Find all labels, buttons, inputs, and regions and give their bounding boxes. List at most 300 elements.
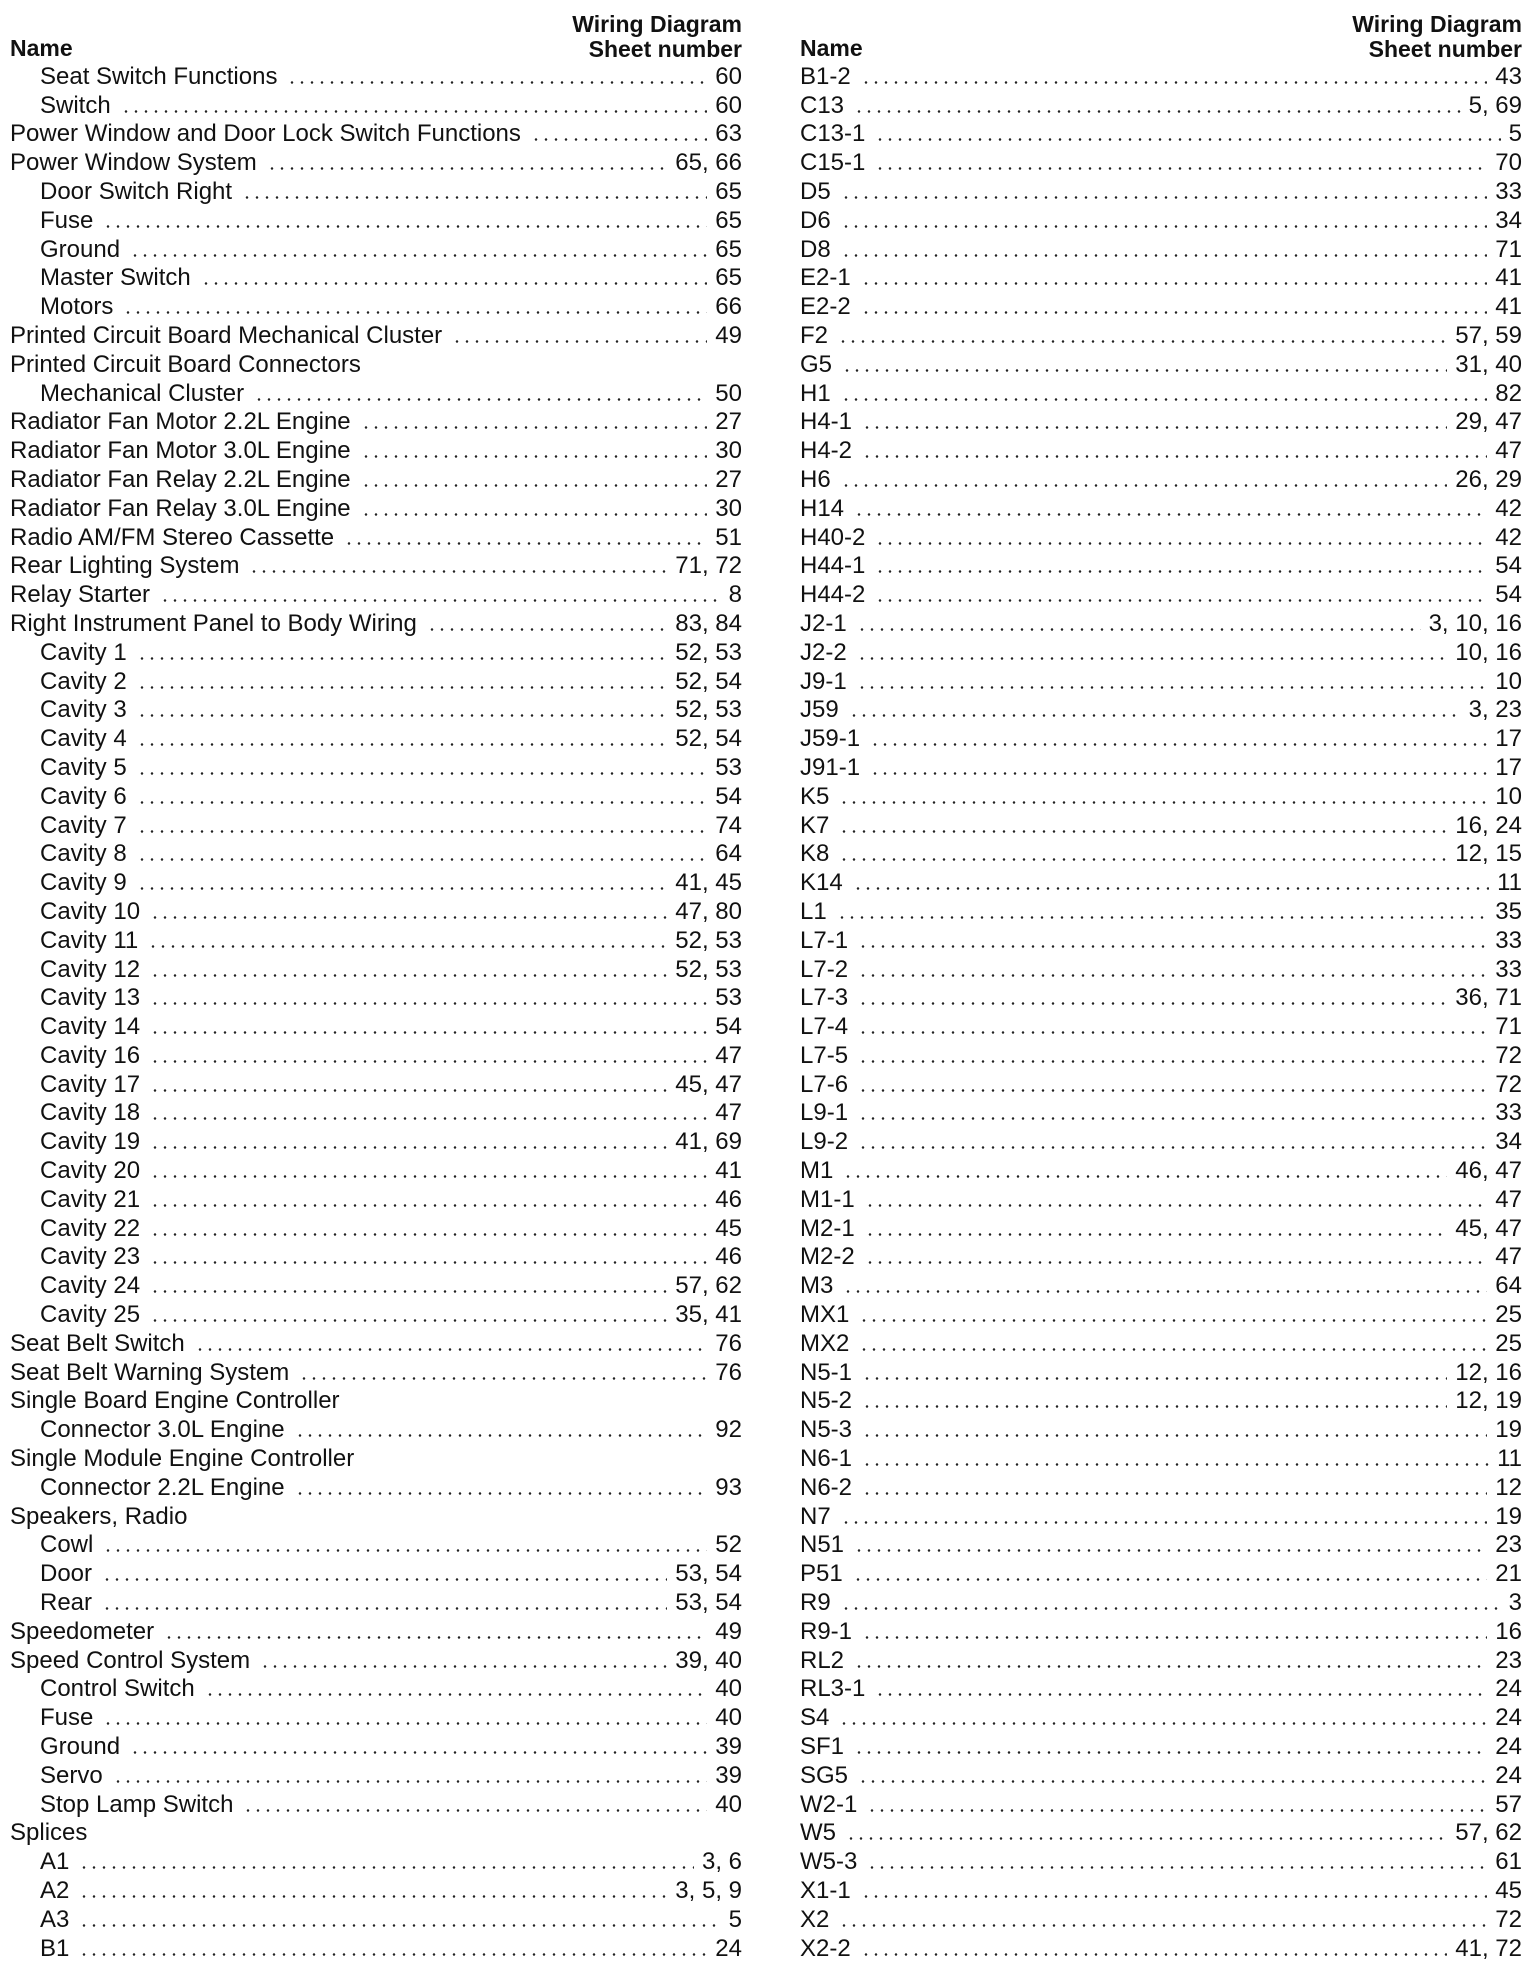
- dot-leader: [858, 1780, 1487, 1783]
- sheet-number: 54: [715, 782, 742, 810]
- sheet-number: 71: [1495, 235, 1522, 263]
- sheet-number: 50: [715, 379, 742, 407]
- sheet-number: 46: [715, 1185, 742, 1213]
- sheet-number: 40: [715, 1704, 742, 1732]
- index-entry: [800, 1156, 1522, 1185]
- entry-name: Cavity 9: [40, 869, 127, 897]
- entry-name: Master Switch: [40, 264, 191, 292]
- sheet-number: 33: [1495, 1099, 1522, 1127]
- index-entry: [10, 523, 742, 552]
- sheet-number: 23: [1495, 1531, 1522, 1559]
- sheet-number: 12: [1495, 1473, 1522, 1501]
- sheet-number: 64: [1495, 1272, 1522, 1300]
- index-entry: [800, 1703, 1522, 1732]
- dot-leader: [150, 1233, 707, 1236]
- sheet-number: 41, 45: [675, 869, 742, 897]
- entry-name: Cavity 22: [40, 1214, 141, 1242]
- entry-name: W2-1: [800, 1790, 858, 1818]
- dot-leader: [854, 1665, 1487, 1668]
- index-entry: [800, 1099, 1522, 1128]
- sheet-number: 24: [1495, 1704, 1522, 1732]
- index-entry: [10, 1329, 742, 1358]
- entry-name: Seat Belt Switch: [10, 1329, 185, 1357]
- dot-leader: [841, 398, 1488, 401]
- index-entry: [10, 1761, 742, 1790]
- index-entry: [800, 1876, 1522, 1905]
- entry-name: Speedometer: [10, 1617, 155, 1645]
- dot-leader: [531, 138, 707, 141]
- sheet-number: 47: [1495, 1185, 1522, 1213]
- name-header: Name: [800, 35, 863, 61]
- entry-name: Door: [40, 1560, 93, 1588]
- entry-name: Right Instrument Panel to Body Wiring: [10, 609, 417, 637]
- index-entry: [800, 926, 1522, 955]
- dot-leader: [267, 167, 668, 170]
- dot-leader: [195, 1348, 708, 1351]
- sheet-number: 60: [715, 91, 742, 119]
- entry-name: Cowl: [40, 1531, 94, 1559]
- entry-name: N7: [800, 1502, 831, 1530]
- index-entry: [10, 120, 742, 149]
- sheet-number: 74: [715, 811, 742, 839]
- entry-name: Speakers, Radio: [10, 1502, 188, 1530]
- dot-leader: [150, 1146, 667, 1149]
- index-entry: [10, 264, 742, 293]
- entry-name: Mechanical Cluster: [40, 379, 245, 407]
- sheet-number: 47: [1495, 437, 1522, 465]
- index-entry: [800, 1934, 1522, 1963]
- right-column: [800, 6, 1522, 1963]
- entry-name: MX2: [800, 1329, 850, 1357]
- sheet-number: 34: [1495, 206, 1522, 234]
- index-entry: [10, 955, 742, 984]
- dot-leader: [150, 1031, 707, 1034]
- dot-leader: [344, 542, 707, 545]
- dot-leader: [865, 1233, 1448, 1236]
- dot-leader: [150, 1117, 707, 1120]
- dot-leader: [862, 455, 1487, 458]
- index-entry: [10, 1790, 742, 1819]
- entry-name: Power Window and Door Lock Switch Functions: [10, 120, 521, 148]
- sheet-number: 70: [1495, 149, 1522, 177]
- index-entry: [10, 1387, 742, 1416]
- sheet-number: 16: [1495, 1617, 1522, 1645]
- index-entry: [800, 148, 1522, 177]
- dot-leader: [427, 628, 667, 631]
- index-entry: [10, 1243, 742, 1272]
- index-entry: [10, 868, 742, 897]
- sheet-number: 54: [715, 1013, 742, 1041]
- index-entry: [800, 1243, 1522, 1272]
- entry-name: Cavity 16: [40, 1041, 141, 1069]
- sheet-number: 17: [1495, 725, 1522, 753]
- entry-name: Fuse: [40, 1704, 94, 1732]
- entry-name: RL2: [800, 1646, 845, 1674]
- entry-name: E2-2: [800, 293, 851, 321]
- index-entry: [800, 1127, 1522, 1156]
- index-entry: [800, 638, 1522, 667]
- index-entry: [10, 1502, 742, 1531]
- sheet-number: 19: [1495, 1502, 1522, 1530]
- entry-name: X2-2: [800, 1934, 851, 1962]
- dot-leader: [150, 916, 667, 919]
- column-header: [800, 6, 1522, 62]
- dot-leader: [361, 426, 708, 429]
- sheet-number: 45: [715, 1214, 742, 1242]
- dot-leader: [858, 1089, 1487, 1092]
- sheet-number: 41: [1495, 264, 1522, 292]
- index-entry: [10, 408, 742, 437]
- index-entry: [800, 1819, 1522, 1848]
- sheet-number: 41, 69: [675, 1128, 742, 1156]
- index-entry: [800, 350, 1522, 379]
- dot-leader: [862, 1405, 1447, 1408]
- entry-name: Rear: [40, 1589, 93, 1617]
- sheet-number: 33: [1495, 955, 1522, 983]
- sheet-number: 65: [715, 235, 742, 263]
- dot-leader: [102, 1607, 667, 1610]
- sheet-number: 21: [1495, 1560, 1522, 1588]
- entry-name: J59-1: [800, 725, 861, 753]
- entry-name: N6-2: [800, 1473, 853, 1501]
- dot-leader: [862, 1434, 1487, 1437]
- dot-leader: [849, 714, 1461, 717]
- dot-leader: [242, 196, 707, 199]
- entry-name: Door Switch Right: [40, 177, 233, 205]
- dot-leader: [843, 1290, 1487, 1293]
- entry-name: Cavity 25: [40, 1301, 141, 1329]
- dot-leader: [150, 1261, 707, 1264]
- dot-leader: [254, 398, 707, 401]
- index-entry: [10, 1703, 742, 1732]
- index-entry: [10, 609, 742, 638]
- left-index-list: [10, 62, 742, 1963]
- dot-leader: [857, 628, 1421, 631]
- sheet-number: 12, 15: [1455, 840, 1522, 868]
- sheet-number: 52, 54: [675, 667, 742, 695]
- dot-leader: [361, 513, 708, 516]
- dot-leader: [121, 110, 708, 113]
- index-entry: [10, 984, 742, 1013]
- dot-leader: [295, 1434, 708, 1437]
- entry-name: Control Switch: [40, 1675, 195, 1703]
- index-entry: [800, 782, 1522, 811]
- index-entry: [800, 1329, 1522, 1358]
- entry-name: Cavity 7: [40, 811, 127, 839]
- index-entry: [10, 321, 742, 350]
- index-entry: [800, 264, 1522, 293]
- index-entry: [800, 1358, 1522, 1387]
- sheet-number: 12, 19: [1455, 1387, 1522, 1415]
- index-entry: [10, 1415, 742, 1444]
- entry-name: Seat Switch Functions: [40, 62, 278, 90]
- index-entry: [800, 379, 1522, 408]
- sheet-number: 3, 5, 9: [675, 1877, 742, 1904]
- sheet-number: 52, 53: [675, 638, 742, 666]
- index-entry: [10, 1588, 742, 1617]
- sheet-number: 47: [715, 1099, 742, 1127]
- index-entry: [800, 436, 1522, 465]
- sheet-number: 24: [1495, 1733, 1522, 1761]
- entry-name: H14: [800, 494, 845, 522]
- index-entry: [10, 811, 742, 840]
- entry-name: P51: [800, 1560, 843, 1588]
- sheet-header-line2: Sheet number: [588, 36, 742, 62]
- sheet-number: 76: [715, 1358, 742, 1386]
- index-entry: [800, 1012, 1522, 1041]
- sheet-number: 53: [715, 753, 742, 781]
- sheet-number: 30: [715, 494, 742, 522]
- entry-name: Radio AM/FM Stereo Cassette: [10, 523, 335, 551]
- index-entry: [10, 753, 742, 782]
- sheet-header-line2: Sheet number: [1368, 36, 1522, 62]
- entry-name: L7-3: [800, 984, 849, 1012]
- dot-leader: [137, 858, 708, 861]
- dot-leader: [137, 772, 708, 775]
- dot-leader: [858, 1031, 1487, 1034]
- sheet-number: 41: [1495, 293, 1522, 321]
- index-entry: [800, 1444, 1522, 1473]
- dot-leader: [150, 1319, 667, 1322]
- index-entry: [10, 1214, 742, 1243]
- index-entry: [800, 724, 1522, 753]
- index-entry: [800, 984, 1522, 1013]
- index-entry: [800, 1214, 1522, 1243]
- sheet-number: 82: [1495, 379, 1522, 407]
- entry-name: MX1: [800, 1301, 850, 1329]
- sheet-number: 30: [715, 437, 742, 465]
- index-entry: [10, 1271, 742, 1300]
- dot-leader: [841, 196, 1488, 199]
- entry-name: Power Window System: [10, 149, 257, 177]
- sheet-number: 40: [715, 1790, 742, 1818]
- index-entry: [10, 177, 742, 206]
- dot-leader: [841, 484, 1448, 487]
- sheet-number: 34: [1495, 1128, 1522, 1156]
- dot-leader: [859, 1319, 1487, 1322]
- index-entry: [800, 1646, 1522, 1675]
- dot-leader: [299, 1377, 707, 1380]
- index-entry: [10, 1156, 742, 1185]
- entry-name: Cavity 11: [40, 926, 139, 954]
- index-entry: [800, 1185, 1522, 1214]
- sheet-number: 39: [715, 1761, 742, 1789]
- sheet-number: 83, 84: [675, 609, 742, 637]
- entry-name: Single Board Engine Controller: [10, 1387, 340, 1415]
- entry-name: J2-1: [800, 609, 847, 637]
- index-entry: [800, 552, 1522, 581]
- index-entry: [10, 1905, 742, 1934]
- index-entry: [10, 465, 742, 494]
- index-entry: [800, 1559, 1522, 1588]
- dot-leader: [361, 455, 708, 458]
- dot-leader: [841, 225, 1488, 228]
- entry-name: Speed Control System: [10, 1646, 251, 1674]
- dot-leader: [875, 167, 1487, 170]
- index-entry: [10, 552, 742, 581]
- sheet-number: 92: [715, 1416, 742, 1444]
- entry-name: Cavity 10: [40, 897, 141, 925]
- column-header: [10, 6, 742, 62]
- sheet-number: 27: [715, 408, 742, 436]
- dot-leader: [79, 1924, 720, 1927]
- entry-name: N5-2: [800, 1387, 853, 1415]
- sheet-number: 43: [1495, 62, 1522, 90]
- entry-name: Switch: [40, 91, 111, 119]
- sheet-number: 33: [1495, 926, 1522, 954]
- sheet-number: 5: [1508, 120, 1522, 148]
- dot-leader: [870, 743, 1487, 746]
- dot-leader: [839, 1722, 1487, 1725]
- entry-name: H40-2: [800, 523, 866, 551]
- sheet-number: 29, 47: [1455, 408, 1522, 436]
- dot-leader: [839, 858, 1447, 861]
- sheet-number: 25: [1495, 1329, 1522, 1357]
- sheet-header-line1: Wiring Diagram: [1352, 11, 1522, 37]
- entry-name: F2: [800, 321, 829, 349]
- index-entry: [800, 177, 1522, 206]
- sheet-number: 45, 47: [675, 1070, 742, 1098]
- index-entry: [800, 1300, 1522, 1329]
- index-entry: [800, 955, 1522, 984]
- entry-name: Relay Starter: [10, 581, 151, 609]
- dot-leader: [857, 686, 1488, 689]
- index-entry: [10, 696, 742, 725]
- entry-name: Radiator Fan Motor 2.2L Engine: [10, 408, 351, 436]
- dot-leader: [858, 974, 1487, 977]
- dot-leader: [875, 1693, 1487, 1696]
- sheet-number: 47: [715, 1041, 742, 1069]
- dot-leader: [858, 1060, 1487, 1063]
- dot-leader: [837, 916, 1488, 919]
- dot-leader: [867, 1809, 1487, 1812]
- entry-name: H4-2: [800, 437, 853, 465]
- dot-leader: [137, 686, 668, 689]
- dot-leader: [150, 1002, 707, 1005]
- dot-leader: [842, 369, 1447, 372]
- entry-name: Radiator Fan Relay 3.0L Engine: [10, 494, 351, 522]
- index-entry: [10, 1559, 742, 1588]
- sheet-number: 65: [715, 206, 742, 234]
- entry-name: K7: [800, 811, 830, 839]
- entry-name: A3: [40, 1905, 70, 1933]
- entry-name: H44-1: [800, 552, 866, 580]
- dot-leader: [150, 1060, 707, 1063]
- index-entry: [800, 1415, 1522, 1444]
- dot-leader: [103, 225, 707, 228]
- sheet-number: 57, 62: [1455, 1819, 1522, 1847]
- entry-name: J59: [800, 696, 839, 724]
- sheet-number: 72: [1495, 1041, 1522, 1069]
- entry-name: M3: [800, 1272, 834, 1300]
- index-entry: [800, 753, 1522, 782]
- dot-leader: [137, 887, 668, 890]
- sheet-number: 46: [715, 1243, 742, 1271]
- sheet-number: 49: [715, 1617, 742, 1645]
- sheet-number: 45: [1495, 1877, 1522, 1904]
- dot-leader: [150, 1175, 707, 1178]
- dot-leader: [137, 657, 668, 660]
- sheet-number: 5, 69: [1468, 91, 1522, 119]
- dot-leader: [839, 801, 1487, 804]
- dot-leader: [841, 254, 1488, 257]
- entry-name: X1-1: [800, 1877, 851, 1904]
- entry-name: H4-1: [800, 408, 853, 436]
- dot-leader: [361, 484, 708, 487]
- entry-name: Cavity 19: [40, 1128, 141, 1156]
- entry-name: D6: [800, 206, 831, 234]
- dot-leader: [870, 772, 1487, 775]
- index-entry: [800, 811, 1522, 840]
- entry-name: M2-2: [800, 1243, 855, 1271]
- sheet-number: 40: [715, 1675, 742, 1703]
- dot-leader: [150, 974, 667, 977]
- sheet-number: 47, 80: [675, 897, 742, 925]
- entry-name: Printed Circuit Board Mechanical Cluster: [10, 321, 443, 349]
- sheet-number: 27: [715, 465, 742, 493]
- dot-leader: [867, 1866, 1487, 1869]
- dot-leader: [843, 1175, 1447, 1178]
- index-entry: [800, 667, 1522, 696]
- index-entry: [800, 1387, 1522, 1416]
- dot-leader: [160, 599, 721, 602]
- dot-leader: [861, 81, 1488, 84]
- sheet-number: 16, 24: [1455, 811, 1522, 839]
- entry-name: L1: [800, 897, 827, 925]
- sheet-number: 46, 47: [1455, 1157, 1522, 1185]
- index-entry: [800, 494, 1522, 523]
- index-entry: [10, 1675, 742, 1704]
- entry-name: Printed Circuit Board Connectors: [10, 350, 361, 378]
- index-entry: [800, 235, 1522, 264]
- dot-leader: [862, 1492, 1487, 1495]
- entry-name: A2: [40, 1877, 70, 1904]
- entry-name: Cavity 5: [40, 753, 127, 781]
- index-entry: [10, 926, 742, 955]
- entry-name: Radiator Fan Relay 2.2L Engine: [10, 465, 351, 493]
- entry-name: L7-2: [800, 955, 849, 983]
- dot-leader: [862, 1463, 1489, 1466]
- entry-name: L7-1: [800, 926, 849, 954]
- sheet-number: 52, 53: [675, 926, 742, 954]
- sheet-header-line1: Wiring Diagram: [572, 11, 742, 37]
- dot-leader: [862, 1636, 1487, 1639]
- index-entry: [800, 91, 1522, 120]
- dot-leader: [839, 830, 1447, 833]
- index-entry: [800, 1473, 1522, 1502]
- entry-name: S4: [800, 1704, 830, 1732]
- sheet-number: 3, 10, 16: [1428, 609, 1522, 637]
- index-entry: [10, 1847, 742, 1876]
- entry-name: Single Module Engine Controller: [10, 1445, 355, 1473]
- entry-name: W5-3: [800, 1848, 858, 1876]
- sheet-number: 41, 72: [1455, 1934, 1522, 1962]
- sheet-number: 93: [715, 1473, 742, 1501]
- dot-leader: [861, 1895, 1488, 1898]
- index-entry: [800, 1271, 1522, 1300]
- dot-leader: [858, 1146, 1487, 1149]
- entry-name: E2-1: [800, 264, 851, 292]
- dot-leader: [260, 1665, 667, 1668]
- sheet-number: 53, 54: [675, 1560, 742, 1588]
- dot-leader: [854, 1751, 1487, 1754]
- sheet-number: 72: [1495, 1070, 1522, 1098]
- dot-leader: [137, 830, 708, 833]
- index-entry: [10, 292, 742, 321]
- index-entry: [10, 1444, 742, 1473]
- index-entry: [10, 1819, 742, 1848]
- sheet-number: 35, 41: [675, 1301, 742, 1329]
